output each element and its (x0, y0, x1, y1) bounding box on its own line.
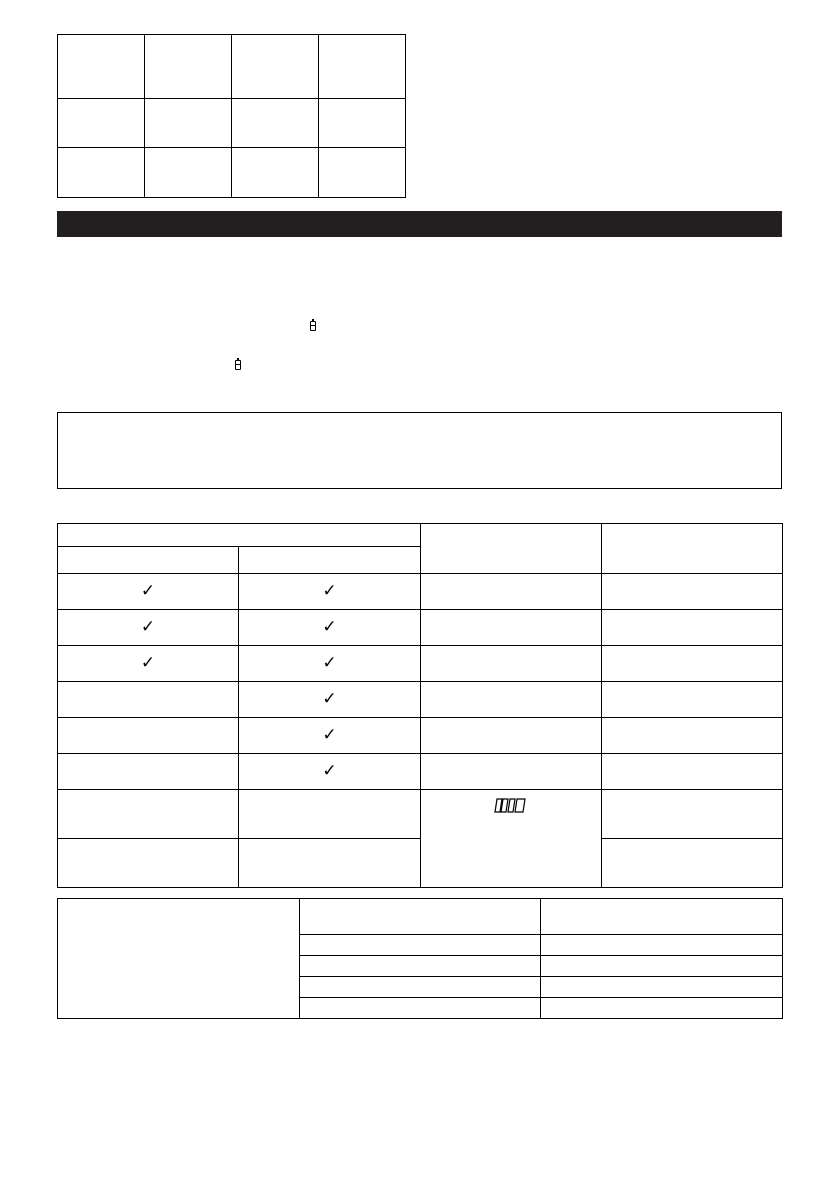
table-cell (239, 754, 421, 790)
table-header-row (58, 524, 783, 547)
table-cell (239, 610, 421, 646)
check-icon: ✓ (322, 581, 337, 601)
table-header-cell (602, 524, 783, 574)
table-row (58, 790, 783, 839)
table-cell (541, 998, 783, 1019)
table-header-cell (58, 524, 421, 547)
table-cell (541, 956, 783, 977)
table-cell (300, 956, 541, 977)
table-cell (541, 935, 783, 956)
check-icon: ✓ (322, 653, 337, 673)
table-cell (602, 610, 783, 646)
table-cell (232, 99, 319, 148)
table-cell (602, 718, 783, 754)
table-cell (58, 899, 300, 1019)
table-cell (602, 646, 783, 682)
table-row (58, 754, 783, 790)
note-box (57, 412, 782, 489)
table-cell (421, 682, 602, 718)
check-icon: ✓ (322, 761, 337, 781)
table-cell (602, 839, 783, 888)
table-cell (602, 754, 783, 790)
bottom-table (57, 898, 783, 1019)
table-row (58, 839, 783, 888)
table-header-cell (421, 524, 602, 574)
compatibility-table (57, 523, 783, 888)
table-cell (58, 754, 239, 790)
table-cell (319, 35, 406, 99)
table-header-cell (239, 547, 421, 574)
battery-icon (235, 360, 241, 370)
table-cell (232, 148, 319, 198)
battery-icon (310, 321, 316, 331)
table-row (58, 646, 783, 682)
table-row (58, 682, 783, 718)
table-row (58, 148, 406, 198)
top-table (57, 34, 406, 198)
table-cell (58, 646, 239, 682)
table-cell (232, 35, 319, 99)
table-cell (421, 646, 602, 682)
table-cell (58, 148, 145, 198)
table-cell (58, 839, 239, 888)
table-cell (58, 790, 239, 839)
table-cell (239, 646, 421, 682)
table-cell (300, 977, 541, 998)
table-header-cell (58, 547, 239, 574)
table-cell (300, 899, 541, 935)
table-cell (300, 935, 541, 956)
table-row (58, 99, 406, 148)
table-cell (239, 682, 421, 718)
check-icon: ✓ (140, 581, 156, 601)
table-cell (145, 148, 232, 198)
check-icon: ✓ (322, 689, 337, 709)
table-cell (145, 35, 232, 99)
table-cell (145, 99, 232, 148)
table-cell (58, 610, 239, 646)
table-cell (58, 99, 145, 148)
check-icon: ✓ (322, 725, 337, 745)
table-cell (421, 574, 602, 610)
table-cell (541, 977, 783, 998)
table-cell (239, 839, 421, 888)
table-cell (58, 574, 239, 610)
table-cell (300, 998, 541, 1019)
check-icon: ✓ (140, 617, 156, 637)
table-cell (421, 754, 602, 790)
table-cell (602, 790, 783, 839)
table-row (58, 574, 783, 610)
table-cell (421, 790, 602, 888)
table-row (58, 610, 783, 646)
table-row (58, 899, 783, 935)
table-cell (239, 718, 421, 754)
table-cell (58, 35, 145, 99)
table-cell (319, 148, 406, 198)
table-cell (239, 790, 421, 839)
check-icon: ✓ (140, 653, 156, 673)
table-cell (421, 610, 602, 646)
table-cell (58, 682, 239, 718)
table-row (58, 718, 783, 754)
table-cell (541, 899, 783, 935)
table-cell (239, 574, 421, 610)
table-cell (58, 718, 239, 754)
table-cell (602, 682, 783, 718)
section-heading-bar (57, 211, 782, 237)
table-cell (319, 99, 406, 148)
table-cell (602, 574, 783, 610)
table-row (58, 35, 406, 99)
table-cell (421, 718, 602, 754)
stripe-pattern-icon (494, 798, 528, 813)
check-icon: ✓ (322, 617, 337, 637)
